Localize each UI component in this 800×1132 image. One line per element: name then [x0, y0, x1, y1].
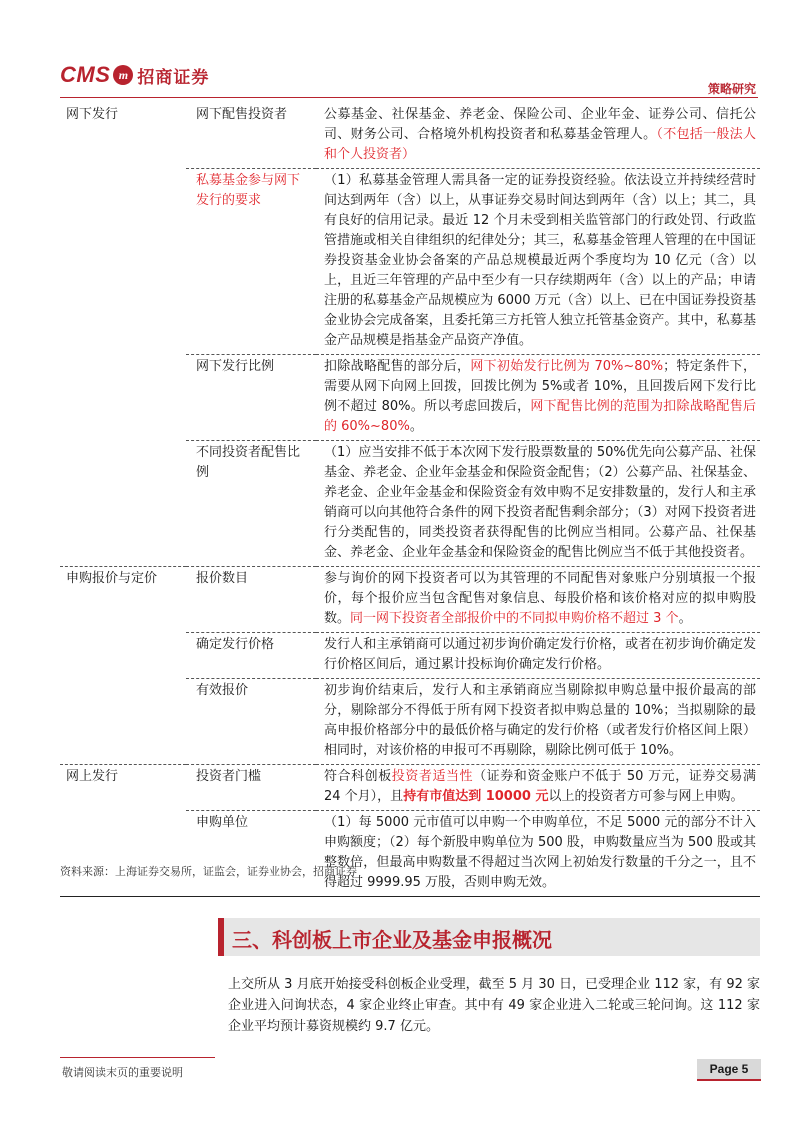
- row-content: 扣除战略配售的部分后，网下初始发行比例为 70%~80%；特定条件下，需要从网下向网上回拨，回拨比例为 5%或者 10%，且回拨后网下发行比例不超过 80%。所以考虑回拨后，网下配售比例的范围为扣除战略配售后的 60%~80%。: [316, 355, 760, 441]
- row-label: 确定发行价格: [186, 633, 316, 679]
- ipo-rules-table: [60, 103, 760, 897]
- group-label-pricing: 申购报价与定价: [60, 567, 186, 633]
- row-label: 不同投资者配售比例: [186, 441, 316, 567]
- section-title-accent: [218, 918, 224, 956]
- page-number: Page 5: [697, 1059, 761, 1081]
- row-label: 网下发行比例: [186, 355, 316, 441]
- section-paragraph: 上交所从 3 月底开始接受科创板企业受理，截至 5 月 30 日，已受理企业 112 家，有 92 家企业进入问询状态，4 家企业终止审查。其中有 49 家企业进入二轮或三轮问询。这 112 家企业平均预计募资规模约 9.7 亿元。: [228, 977, 760, 1034]
- row-content: （1）应当安排不低于本次网下发行股票数量的 50%优先向公募产品、社保基金、养老金、企业年金基金和保险资金配售；（2）公募产品、社保基金、养老金、企业年金基金和保险资金有效申购不足安排数量的，发行人和主承销商可以向其他符合条件的网下投资者配售剩余部分；（3）对网下投资者进行分类配售的，同类投资者获得配售的比例应当相同。公募产品、社保基金、养老金、企业年金基金和保险资金的配售比例应当不低于其他投资者。: [316, 441, 760, 567]
- row-label: 报价数目: [186, 567, 316, 633]
- row-label: 申购单位: [186, 811, 316, 897]
- table-row: [60, 355, 760, 441]
- row-content: 发行人和主承销商可以通过初步询价确定发行价格，或者在初步询价确定发行价格区间后，通过累计投标询价确定发行价格。: [316, 633, 760, 679]
- header-divider: [60, 97, 758, 98]
- table-row: [60, 169, 760, 355]
- row-label: 投资者门槛: [186, 765, 316, 811]
- row-content: 初步询价结束后，发行人和主承销商应当剔除拟申购总量中报价最高的部分，剔除部分不得低于所有网下投资者拟申购总量的 10%；当拟剔除的最高申报价格部分中的最低价格与确定的发行价格（或者发行价格区间上限）相同时，对该价格的申报可不再剔除，剔除比例可低于 10%。: [316, 679, 760, 765]
- table-row: [60, 567, 760, 633]
- footer-divider: [60, 1057, 215, 1058]
- group-label-online: 网上发行: [60, 765, 186, 811]
- row-label: 网下配售投资者: [196, 107, 288, 122]
- row-content: 参与询价的网下投资者可以为其管理的不同配售对象账户分别填报一个报价，每个报价应当包含配售对象信息、每股价格和该价格对应的拟申购股数。同一网下投资者全部报价中的不同拟申购价格不超过 3 个。: [316, 567, 760, 633]
- table-row: [60, 811, 760, 897]
- footer-disclaimer: 敬请阅读末页的重要说明: [62, 1066, 183, 1079]
- source-note: 资料来源：上海证券交易所，证监会，证券业协会，招商证券: [60, 865, 357, 878]
- table-row: [60, 103, 760, 169]
- table-row: [60, 633, 760, 679]
- row-content: （1）私募基金管理人需具备一定的证券投资经验。依法设立并持续经营时间达到两年（含）以上，从事证券交易时间达到两年（含）以上；其二，具有良好的信用记录。最近 12 个月未受到相关监管部门的行政处罚、行政监管措施或相关自律组织的纪律处分；其三，私募基金管理人管理的在中国证券投资基金业协会备案的产品总规模最近两个季度均为 10 亿元（含）以上，且近三年管理的产品中至少有一只存续期两年（含）以上的产品；申请注册的私募基金产品规模应为 6000 万元（含）以上、已在中国证券投资基金业协会完成备案，且委托第三方托管人独立托管基金资产。其中，私募基金产品规模是指基金产品资产净值。: [316, 169, 760, 355]
- logo-cn-text: 招商证券: [137, 67, 210, 88]
- table-row: [60, 441, 760, 567]
- company-logo: [60, 62, 209, 88]
- logo-cms-text: CMS: [60, 62, 111, 87]
- row-content: （1）每 5000 元市值可以申购一个申购单位，不足 5000 元的部分不计入申购额度；（2）每个新股申购单位为 500 股，申购数量应当为 500 股或其整数倍，但最高申购数量不得超过当次网上初始发行数量的千分之一，且不得超过 9999.95 万股，否则申购无效。: [316, 811, 760, 897]
- group-label-offline: 网下发行: [66, 107, 119, 122]
- row-content: 公募基金、社保基金、养老金、保险公司、企业年金、证券公司、信托公司、财务公司、合格境外机构投资者和私募基金管理人。（不包括一般法人和个人投资者）: [324, 107, 756, 162]
- row-label: 有效报价: [186, 679, 316, 765]
- section-title: 三、科创板上市企业及基金申报概况: [232, 928, 552, 952]
- row-label: 私募基金参与网下发行的要求: [186, 169, 316, 355]
- row-content: 符合科创板投资者适当性（证券和资金账户不低于 50 万元，证券交易满 24 个月），且持有市值达到 10000 元以上的投资者方可参与网上申购。: [316, 765, 760, 811]
- section-label: 策略研究: [707, 82, 756, 96]
- logo-mark-icon: m: [113, 65, 133, 85]
- table-row: [60, 765, 760, 811]
- table-row: [60, 679, 760, 765]
